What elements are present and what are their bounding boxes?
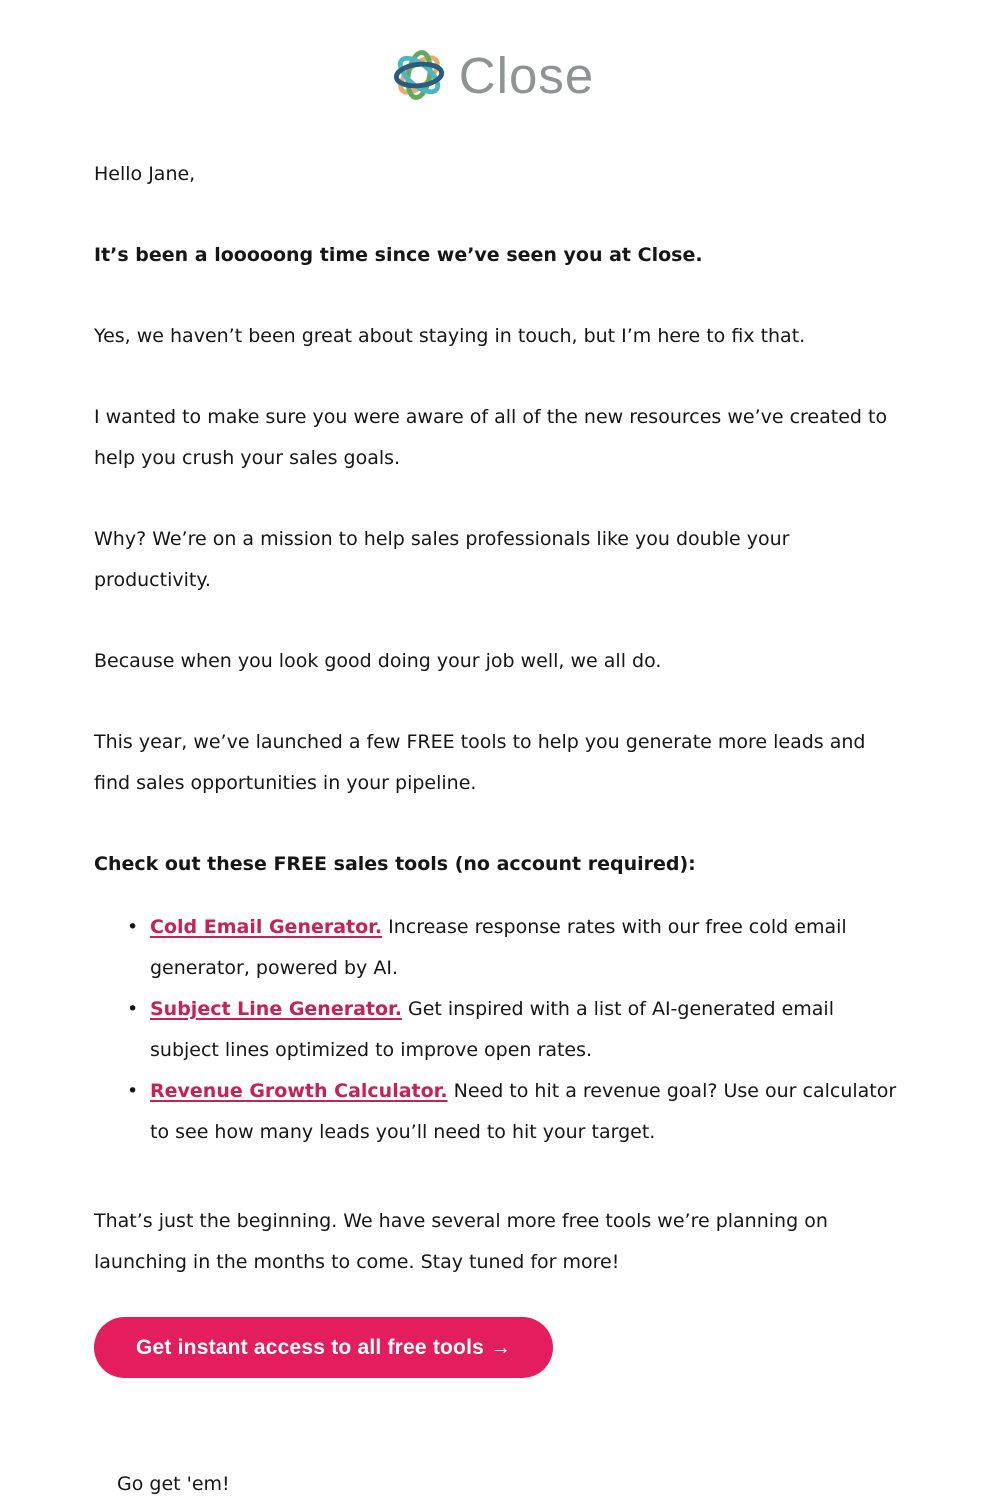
cold-email-generator-link[interactable]: Cold Email Generator.: [150, 916, 383, 938]
subject-line-generator-link[interactable]: Subject Line Generator.: [150, 998, 402, 1020]
get-free-tools-button[interactable]: Get instant access to all free tools →: [94, 1317, 553, 1378]
paragraph: Yes, we haven’t been great about staying in touch, but I’m here to fix that.: [94, 325, 806, 347]
paragraph: Why? We’re on a mission to help sales professionals like you double your productivity.: [94, 528, 790, 591]
list-item: [150, 907, 900, 989]
closing-paragraph: That’s just the beginning. We have several more free tools we’re planning on launching in the months to come. Stay tuned for more!: [94, 1210, 828, 1273]
list-item: [150, 989, 900, 1071]
logo: [0, 0, 984, 106]
tool-description: Need to hit a revenue goal? Use our calculator to see how many leads you’ll need to hit your target.: [150, 1080, 897, 1143]
revenue-growth-calculator-link[interactable]: Revenue Growth Calculator.: [150, 1080, 448, 1102]
paragraph: This year, we’ve launched a few FREE tools to help you generate more leads and find sales opportunities in your pipeline.: [94, 731, 866, 794]
cta-row: [94, 1317, 900, 1378]
logo-wordmark: Close: [458, 46, 595, 104]
greeting: Hello Jane,: [94, 163, 196, 185]
paragraph: Because when you look good doing your job well, we all do.: [94, 650, 662, 672]
tool-description: Increase response rates with our free cold email generator, powered by AI.: [150, 916, 847, 979]
tools-heading: Check out these FREE sales tools (no account required):: [94, 853, 696, 875]
headline: It’s been a looooong time since we’ve seen you at Close.: [94, 244, 703, 266]
signoff: Go get 'em!: [117, 1473, 230, 1495]
tools-list: [94, 907, 900, 1153]
tool-description: Get inspired with a list of AI-generated email subject lines optimized to improve open rates.: [150, 998, 834, 1061]
close-rings-logo-icon: [390, 46, 448, 104]
email-content: [0, 106, 984, 1505]
paragraph: I wanted to make sure you were aware of all of the new resources we’ve created to help you crush your sales goals.: [94, 406, 888, 469]
list-item: [150, 1071, 900, 1153]
